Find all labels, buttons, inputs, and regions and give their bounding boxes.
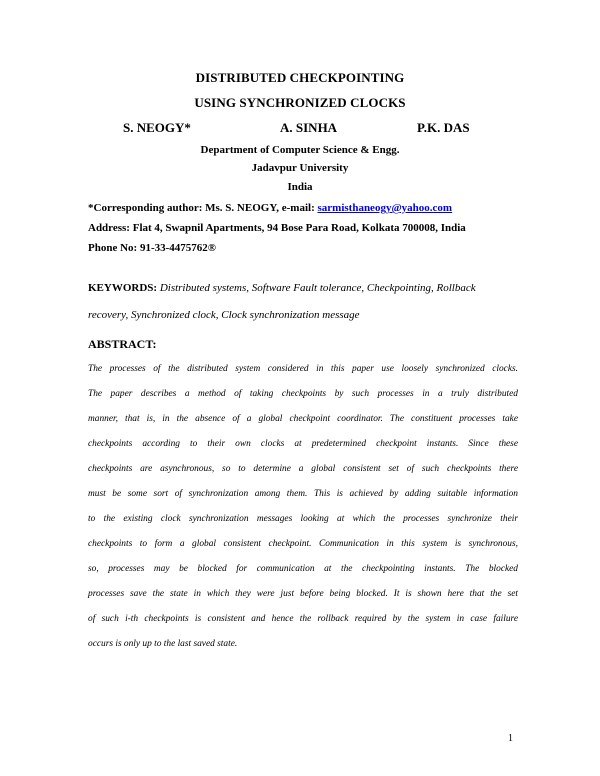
- abstract-line: The paper describes a method of taking checkpoints by such processes in a truly distributed: [88, 389, 518, 399]
- abstract-heading: ABSTRACT:: [88, 337, 157, 351]
- title-line-1: DISTRIBUTED CHECKPOINTING: [195, 70, 405, 85]
- abstract-line: to the existing clock synchronization messages looking at which the processes synchronize their: [88, 514, 518, 524]
- address-line: Address: Flat 4, Swapnil Apartments, 94 Bose Para Road, Kolkata 700008, India: [88, 222, 466, 234]
- affiliation-department: Department of Computer Science & Engg.: [200, 144, 400, 156]
- abstract-line: checkpoints to form a global consistent checkpoint. Communication in this system is synchronous,: [88, 539, 518, 549]
- author-3: P.K. DAS: [417, 120, 470, 135]
- phone-line: Phone No: 91-33-4475762®: [88, 242, 216, 254]
- abstract-line: occurs is only up to the last saved state.: [88, 639, 238, 649]
- affiliation-university: Jadavpur University: [251, 162, 349, 174]
- title-line-2: USING SYNCHRONIZED CLOCKS: [194, 95, 406, 110]
- abstract-line: manner, that is, in the absence of a global checkpoint coordinator. The constituent processes take: [88, 414, 518, 424]
- abstract-line: checkpoints according to their own clocks at predetermined checkpoint instants. Since these: [88, 439, 518, 449]
- keywords-line-1: [88, 282, 476, 294]
- abstract-line: The processes of the distributed system considered in this paper use loosely synchronized clocks.: [88, 364, 518, 374]
- email-link[interactable]: sarmisthaneogy@yahoo.com: [317, 202, 453, 214]
- abstract-line: so, processes may be blocked for communication at the checkpointing instants. The blocked: [88, 564, 518, 574]
- corresponding-author: [88, 202, 452, 214]
- page-number: 1: [508, 733, 513, 744]
- keywords-terms-1: Distributed systems, Software Fault tolerance, Checkpointing, Rollback: [159, 282, 476, 294]
- keywords-line-2: recovery, Synchronized clock, Clock synchronization message: [88, 309, 360, 321]
- affiliation-country: India: [287, 181, 313, 193]
- abstract-line: must be some sort of synchronization among them. This is achieved by adding suitable information: [88, 489, 518, 499]
- abstract-line: processes save the state in which they were just before being blocked. It is shown here that the set: [88, 589, 518, 599]
- author-2: A. SINHA: [280, 120, 338, 135]
- corresponding-label: *Corresponding author: Ms. S. NEOGY, e-mail:: [88, 202, 318, 214]
- abstract-line: of such i-th checkpoints is consistent and hence the rollback required by the system in case failure: [88, 614, 518, 624]
- author-1: S. NEOGY*: [123, 120, 191, 135]
- abstract-line: checkpoints are asynchronous, so to determine a global consistent set of such checkpoints there: [88, 464, 518, 474]
- keywords-label: KEYWORDS:: [88, 282, 158, 294]
